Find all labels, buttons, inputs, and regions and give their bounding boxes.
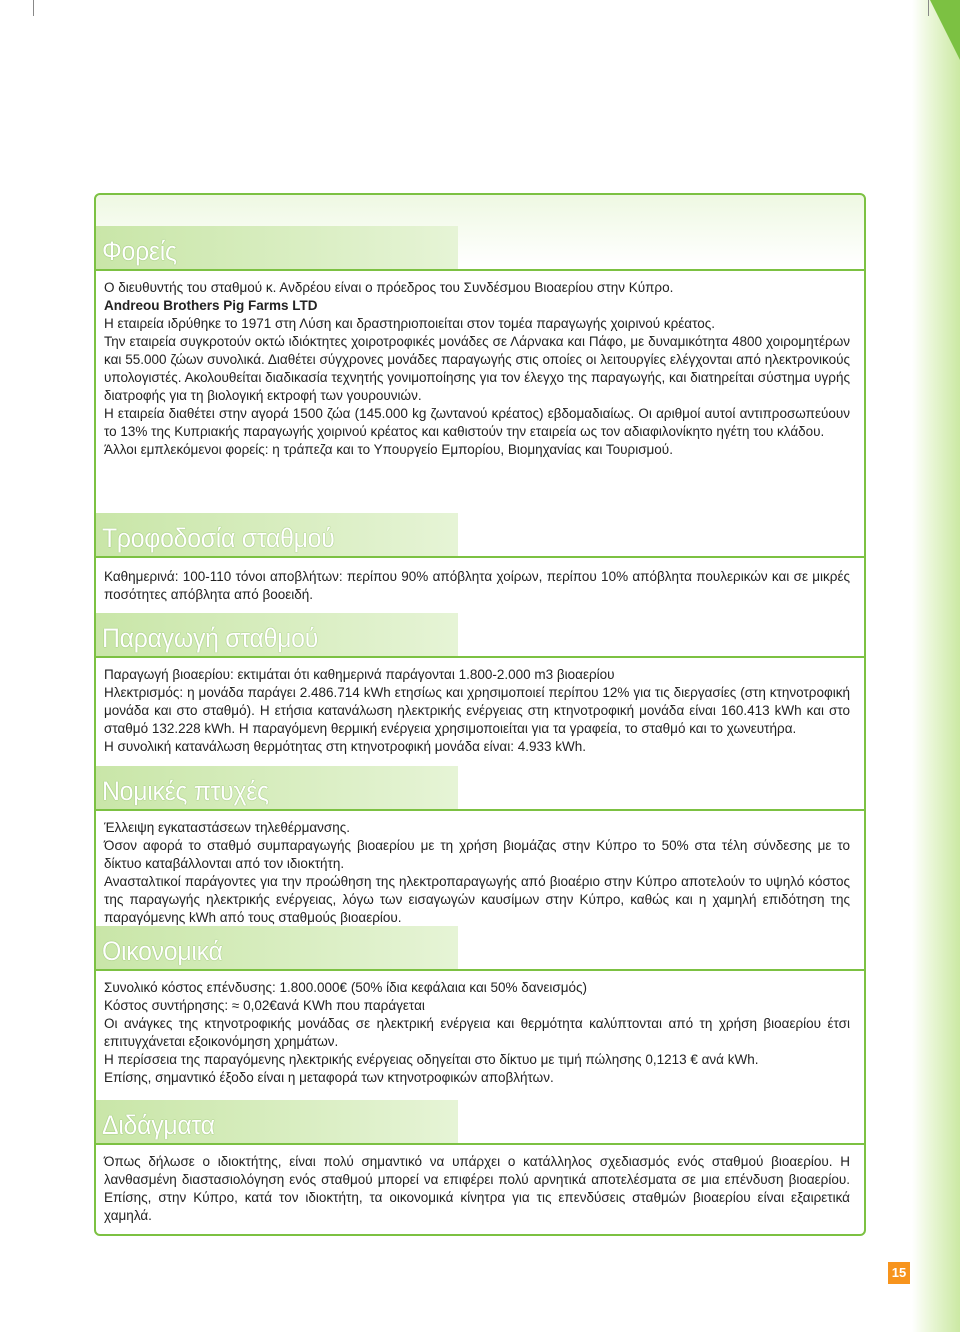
section-header [96, 926, 458, 971]
section-title: Διδάγματα [102, 1110, 215, 1140]
section-title: Τροφοδοσία σταθμού [102, 523, 335, 553]
section-header [96, 766, 458, 811]
paragraph: Συνολικό κόστος επένδυσης: 1.800.000€ (50% ίδια κεφάλαια και 50% δανεισμός) [104, 980, 588, 995]
paragraph: Όσον αφορά το σταθμό συμπαραγωγής βιοαερίου με τη χρήση βιομάζας στην Κύπρο το 50% στα τέλη σύνδεσης με το δίκτυο καταβάλλονται από τον ιδιοκτήτη. [104, 838, 850, 871]
section-legal [96, 766, 856, 927]
paragraph: Ηλεκτρισμός: η μονάδα παράγει 2.486.714 kWh ετησίως και χρησιμοποιεί περίπου 12% για τις διεργασίες (στη κτηνοτροφική μονάδα και στο σταθμό). Η ετήσια κατανάλωση ηλεκτρικής ενέργειας στη κτηνοτροφική μονάδα είναι 160.413 kWh και στο σταθμό 132.228 kWh. Η παραγόμενη θερμική ενέργεια χρησιμοποιείται για τα γραφεία, το σταθμό και το χωνευτήρα. [104, 685, 850, 736]
section-stakeholders [96, 226, 856, 459]
section-body [104, 568, 850, 604]
section-header [96, 1100, 458, 1145]
section-title: Φορείς [102, 236, 177, 266]
section-lessons [96, 1100, 856, 1225]
corner-decoration [930, 0, 960, 60]
crop-mark [928, 0, 929, 16]
section-economics [96, 926, 856, 1087]
company-name: Andreou Brothers Pig Farms LTD [104, 298, 318, 313]
paragraph: Η συνολική κατανάλωση θερμότητας στη κτηνοτροφική μονάδα είναι: 4.933 kWh. [104, 739, 587, 754]
paragraph: Έλλειψη εγκαταστάσεων τηλεθέρμανσης. [104, 820, 351, 835]
paragraph: Η περίσσεια της παραγόμενης ηλεκτρικής ενέργειας οδηγείται στο δίκτυο με τιμή πώλησης 0,1213 € ανά kWh. [104, 1052, 759, 1067]
paragraph: Επίσης, σημαντικό έξοδο είναι η μεταφορά των κτηνοτροφικών αποβλήτων. [104, 1070, 554, 1085]
section-feedstock [96, 513, 856, 604]
section-header [96, 513, 458, 558]
paragraph: Οι ανάγκες της κτηνοτροφικής μονάδας σε ηλεκτρική ενέργεια και θερμότητα καλύπτονται από τη χρήση βιοαερίου έτσι επιτυγχάνεται εξοικονόμηση χρημάτων. [104, 1016, 850, 1049]
section-body [104, 1153, 850, 1225]
paragraph: Καθημερινά: 100-110 τόνοι αποβλήτων: περίπου 90% απόβλητα χοίρων, περίπου 10% απόβλητα πουλερικών και σε μικρές ποσότητες απόβλητα από βοοειδή. [104, 569, 850, 602]
paragraph: Η εταιρεία ιδρύθηκε το 1971 στη Λύση και δραστηριοποιείται στον τομέα παραγωγής χοιρινού κρέατος. [104, 316, 715, 331]
paragraph: Όπως δήλωσε ο ιδιοκτήτης, είναι πολύ σημαντικό να υπάρχει ο κατάλληλος σχεδιασμός ενός σταθμού βιοαερίου. Η λανθασμένη διαστασιολόγηση ενός σταθμού μπορεί να επιφέρει πολύ αρνητικά αποτελέσματα σε μια επένδυση βιοαερίου. Επίσης, στην Κύπρο, κατά τον ιδιοκτήτη, τα οικονομικά κίνητρα για τις επενδύσεις σταθμών βιοαερίου είναι εξαιρετικά χαμηλά. [104, 1154, 850, 1223]
section-title: Παραγωγή σταθμού [102, 623, 319, 653]
paragraph: Την εταιρεία συγκροτούν οκτώ ιδιόκτητες χοιροτροφικές μονάδες σε Λάρνακα και Πάφο, με δυναμικότητα 4800 χοιρομητέρων και 55.000 ζώων συνολικά. Διαθέτει σύγχρονες μονάδες παραγωγής στις οποίες οι λειτουργίες ελέγχονται από ηλεκτρονικούς υπολογιστές. Ακολουθείται διαδικασία τεχνητής γονιμοποίησης για τον έλεγχο της παραγωγής, και διατηρείται σύστημα υγρής διατροφής για τη βιολογική εκτροφή των γουρουνιών. [104, 334, 850, 403]
page-number: 15 [888, 1262, 910, 1284]
section-header [96, 613, 458, 658]
section-header [96, 226, 458, 271]
section-title: Οικονομικά [102, 936, 223, 966]
paragraph: Κόστος συντήρησης: ≈ 0,02€ανά KWh που παράγεται [104, 998, 425, 1013]
section-body [104, 819, 850, 927]
divider [458, 1143, 866, 1145]
divider [458, 556, 866, 558]
paragraph: Ανασταλτικοί παράγοντες για την προώθηση της ηλεκτροπαραγωγής από βιοαέριο στην Κύπρο αποτελούν το υψηλό κόστος της παραγωγής ηλεκτρικής ενέργειας, λόγω των εισαγωγών καυσίμων στην Κύπρο, καθώς και η χαμηλή επιδότηση της παραγόμενης kWh από τους σταθμούς βιοαερίου. [104, 874, 850, 925]
divider [458, 269, 866, 271]
crop-mark [33, 0, 34, 16]
paragraph: Η εταιρεία διαθέτει στην αγορά 1500 ζώα (145.000 kg ζωντανού κρέατος) εβδομαδιαίως. Οι αριθμοί αυτοί αντιπροσωπεύουν το 13% της Κυπριακής παραγωγής χοιρινού κρέατος και καθιστούν την εταιρεία ως τον αδιαφιλονίκητο ηγέτη του κλάδου. [104, 406, 850, 439]
section-body [104, 279, 850, 459]
divider [458, 656, 866, 658]
section-body [104, 979, 850, 1087]
divider [458, 809, 866, 811]
section-production [96, 613, 856, 756]
section-body [104, 666, 850, 756]
divider [458, 969, 866, 971]
paragraph: Άλλοι εμπλεκόμενοι φορείς: η τράπεζα και το Υπουργείο Εμπορίου, Βιομηχανίας και Τουρισμού. [104, 442, 673, 457]
side-decoration [912, 0, 960, 1332]
paragraph: Ο διευθυντής του σταθμού κ. Ανδρέου είναι ο πρόεδρος του Συνδέσμου Βιοαερίου στην Κύπρο. [104, 280, 674, 295]
section-title: Νομικές πτυχές [102, 776, 269, 806]
paragraph: Παραγωγή βιοαερίου: εκτιμάται ότι καθημερινά παράγονται 1.800-2.000 m3 βιοαερίου [104, 667, 615, 682]
